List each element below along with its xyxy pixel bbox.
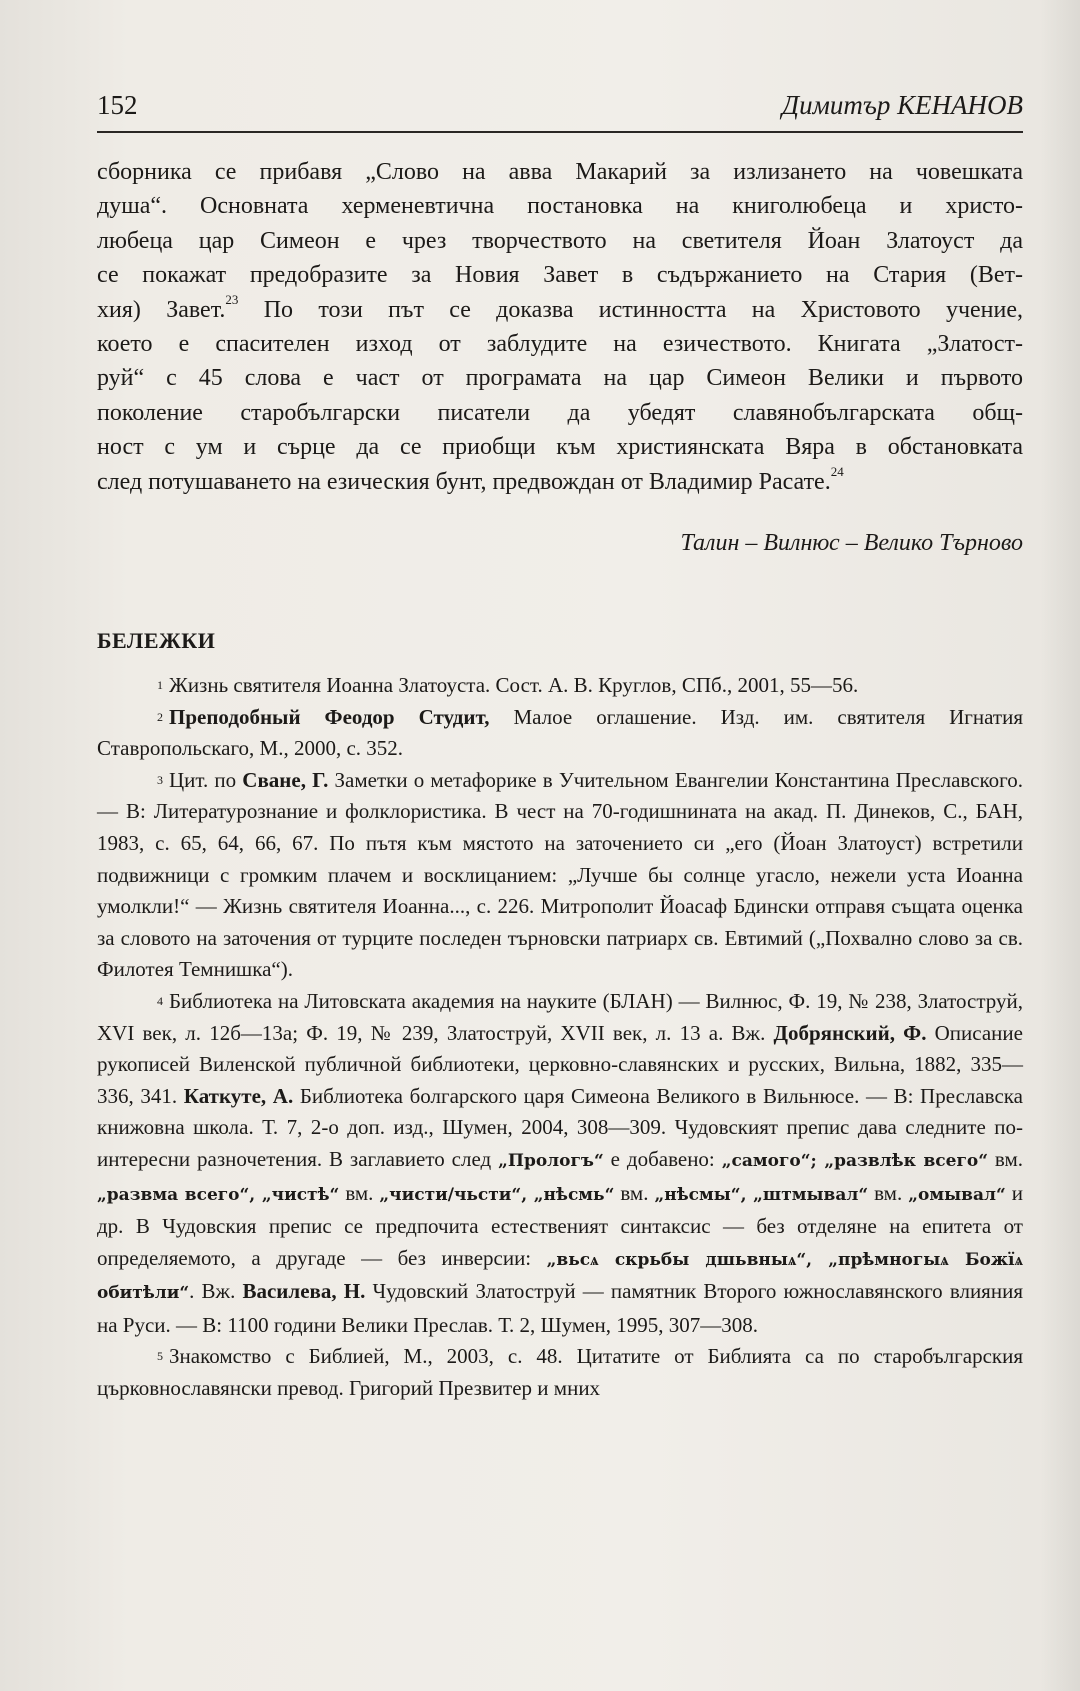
header-rule: [97, 131, 1023, 133]
note-text: и др. В Чудовския препис се предпочита естественият синтаксис — без отделяне на епитета от определяемото, а другаде — без инверсии:: [97, 1180, 1023, 1270]
note-author: Василева, Н.: [242, 1279, 366, 1304]
note-text: Знакомство с Библией, М., 2003, с. 48. Цитатите от Библията са по старобългарския църковнославянски превод. Григорий Презвитер и мних: [97, 1344, 1023, 1401]
note-3: [97, 765, 1023, 986]
note-text: Чудовский Златоструй — памятник Второго южнославянского влияния на Руси. — В: 1100 години Велики Преслав. Т. 2, Шумен, 1995, 307—308.: [97, 1279, 1023, 1337]
place-signature: Талин – Вилнюс – Велико Търново: [680, 530, 1023, 556]
text-line: поколение старобългарски писатели да убедят славянобългарската общ-: [97, 399, 1023, 426]
note-text: е добавено:: [603, 1146, 722, 1171]
note-text: Библиотека на Литовската академия на науките (БЛАН) — Вилнюс, Ф. 19, № 238, Златоструй, XVI век, л. 12б—13а; Ф. 19, № 239, Златоструй, XVII век, л. 13 а. Вж.: [97, 988, 1023, 1045]
text-segment: хия) Завет.: [97, 296, 226, 323]
church-slavonic-text: „вьсѧ скрьбы дшьвныѧ“, „прѣмногыѧ Божїѧ обитѣли“: [97, 1249, 1023, 1304]
gutter-shadow: [1040, 0, 1080, 1691]
note-text: вм.: [987, 1146, 1023, 1171]
text-segment: По този път се доказва истинността на Христовото учение,: [238, 296, 1024, 323]
note-text: Цит. по: [169, 767, 243, 792]
text-line: ност с ум и сърце да се приобщи към християнската Вяра в обстановката: [97, 434, 1023, 461]
note-text: вм.: [614, 1180, 655, 1205]
church-slavonic-text: „нѣсмы“, „штмывал“: [654, 1184, 869, 1205]
note-5: [97, 1341, 1023, 1404]
note-number: 2: [157, 709, 163, 724]
text-line: любеца цар Симеон е чрез творчеството на светителя Йоан Златоуст да: [97, 227, 1023, 254]
note-text: Малое оглашение. Изд. им. святителя Игнатия Ставропольскаго, М., 2000, с. 352.: [97, 704, 1023, 761]
note-text: вм.: [339, 1180, 380, 1205]
footnote-ref-23[interactable]: 23: [225, 291, 239, 307]
church-slavonic-text: „омывал“: [908, 1184, 1006, 1205]
notes-heading: БЕЛЕЖКИ: [97, 628, 216, 653]
note-author: Сване, Г.: [242, 767, 329, 792]
note-text: Заметки о метафорике в Учительном Евангелии Константина Преславского. — В: Литературознание и фолклористика. В чест на 70-годишнината на акад. П. Динеков, С., БАН, 1983, с. 65, 64, 66, 67. По пътя към мястото на заточението си „его (Йоан Златоуст) встретили подвижници с громким плачем и восклицанием: „Лучше бы солнце угасло, нежели уста Иоанна умолкли!“ — Жизнь святителя Иоанна..., с. 226. Митрополит Йоасаф Бдински отправя същата оценка за словото на заточения от турците последен търновски патриарх св. Евтимий („Похвално слово за св. Филотея Темнишка“).: [97, 767, 1023, 982]
running-header: [97, 90, 1023, 130]
main-text: [97, 155, 1023, 499]
note-text: . Вж.: [189, 1279, 243, 1304]
note-number: 3: [157, 772, 163, 787]
page-number: 152: [97, 90, 138, 120]
church-slavonic-text: „чисти/чьсти“, „нѣсмь“: [379, 1184, 615, 1205]
running-head-author: Димитър КЕНАНОВ: [781, 90, 1023, 120]
note-text: Описание рукописей Виленской публичной библиотеки, церковно-славянских и русских, Вильна, 1882, 335—336, 341.: [97, 1020, 1023, 1108]
note-text: Жизнь святителя Иоанна Златоуста. Сост. А. В. Круглов, СПб., 2001, 55—56.: [169, 673, 859, 697]
note-text: Библиотека болгарского царя Симеона Великого в Вильнюсе. — В: Преславска книжовна школа. Т. 7, 2-о доп. изд., Шумен, 2004, 308—309. Чудовският препис дава следните по-интересни разночетения. В заглавието след: [97, 1083, 1024, 1171]
note-author: Преподобный Феодор Студит,: [169, 704, 490, 729]
note-text: вм.: [868, 1180, 909, 1205]
text-line: [97, 293, 1023, 327]
note-author: Добрянский, Ф.: [773, 1020, 927, 1045]
note-author: Каткуте, А.: [183, 1083, 294, 1108]
text-line: се покажат предобразите за Новия Завет в съдържанието на Стария (Вет-: [97, 262, 1023, 289]
text-segment: след потушаването на езическия бунт, предвождан от Владимир Расате.: [97, 468, 831, 495]
note-1: [97, 670, 1023, 702]
church-slavonic-text: „Прологъ“: [498, 1150, 604, 1171]
text-line: сборника се прибавя „Слово на авва Макарий за излизането на човешката: [97, 159, 1023, 185]
note-number: 1: [157, 678, 163, 692]
footnote-ref-24[interactable]: 24: [830, 463, 844, 479]
note-number: 4: [157, 993, 163, 1008]
text-line: което е спасителен изход от заблудите на езичеството. Книгата „Златост-: [97, 331, 1023, 358]
text-line: руй“ с 45 слова е част от програмата на цар Симеон Велики и първото: [97, 365, 1023, 392]
church-slavonic-text: „самого“; „развлѣк всего“: [721, 1150, 988, 1171]
note-number: 5: [157, 1349, 163, 1364]
church-slavonic-text: „развма всего“, „чистѣ“: [97, 1184, 340, 1205]
note-4: [97, 986, 1023, 1342]
notes-list: [97, 670, 1023, 1405]
note-2: [97, 702, 1023, 765]
text-line: [97, 465, 1023, 499]
text-line: душа“. Основната херменевтична постановка на книголюбеца и христо-: [97, 193, 1023, 220]
